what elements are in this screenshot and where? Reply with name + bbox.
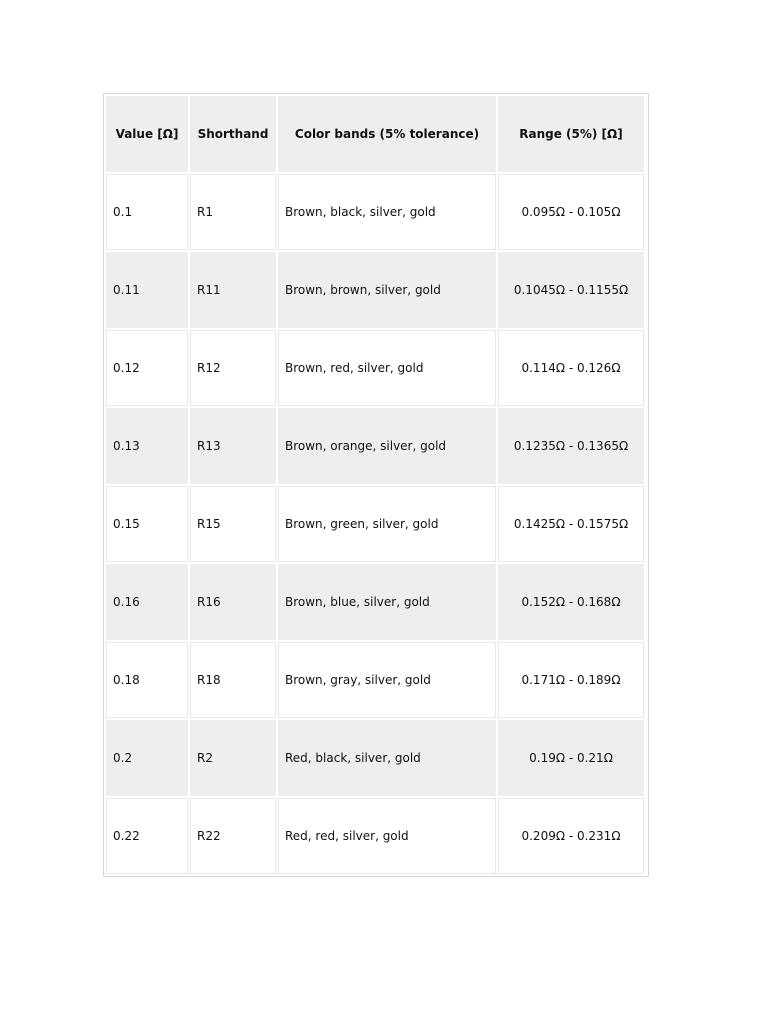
cell-color-bands: Red, black, silver, gold: [278, 720, 496, 796]
cell-shorthand: R11: [190, 252, 276, 328]
cell-color-bands: Red, red, silver, gold: [278, 798, 496, 874]
cell-shorthand: R12: [190, 330, 276, 406]
table-row: [106, 642, 644, 718]
cell-value: 0.12: [106, 330, 188, 406]
cell-color-bands: Brown, red, silver, gold: [278, 330, 496, 406]
header-color-bands: Color bands (5% tolerance): [278, 96, 496, 172]
header-value: Value [Ω]: [106, 96, 188, 172]
table-row: [106, 330, 644, 406]
resistor-table-container: [103, 93, 649, 877]
cell-range: 0.19Ω - 0.21Ω: [498, 720, 644, 796]
table-row: [106, 252, 644, 328]
cell-range: 0.209Ω - 0.231Ω: [498, 798, 644, 874]
cell-shorthand: R18: [190, 642, 276, 718]
table-row: [106, 564, 644, 640]
cell-range: 0.1045Ω - 0.1155Ω: [498, 252, 644, 328]
cell-range: 0.095Ω - 0.105Ω: [498, 174, 644, 250]
cell-color-bands: Brown, blue, silver, gold: [278, 564, 496, 640]
cell-value: 0.2: [106, 720, 188, 796]
cell-range: 0.152Ω - 0.168Ω: [498, 564, 644, 640]
cell-value: 0.13: [106, 408, 188, 484]
cell-range: 0.1235Ω - 0.1365Ω: [498, 408, 644, 484]
cell-color-bands: Brown, green, silver, gold: [278, 486, 496, 562]
cell-value: 0.11: [106, 252, 188, 328]
cell-range: 0.114Ω - 0.126Ω: [498, 330, 644, 406]
cell-value: 0.15: [106, 486, 188, 562]
cell-color-bands: Brown, black, silver, gold: [278, 174, 496, 250]
table-row: [106, 486, 644, 562]
table-row: [106, 720, 644, 796]
cell-shorthand: R1: [190, 174, 276, 250]
cell-value: 0.16: [106, 564, 188, 640]
cell-value: 0.18: [106, 642, 188, 718]
cell-value: 0.22: [106, 798, 188, 874]
cell-shorthand: R13: [190, 408, 276, 484]
table-row: [106, 798, 644, 874]
cell-range: 0.171Ω - 0.189Ω: [498, 642, 644, 718]
table-header: [106, 96, 644, 172]
cell-range: 0.1425Ω - 0.1575Ω: [498, 486, 644, 562]
header-row: [106, 96, 644, 172]
cell-shorthand: R16: [190, 564, 276, 640]
cell-shorthand: R15: [190, 486, 276, 562]
header-shorthand: Shorthand: [190, 96, 276, 172]
cell-color-bands: Brown, brown, silver, gold: [278, 252, 496, 328]
header-range: Range (5%) [Ω]: [498, 96, 644, 172]
table-body: [106, 174, 644, 874]
cell-color-bands: Brown, gray, silver, gold: [278, 642, 496, 718]
table-row: [106, 174, 644, 250]
resistor-values-table: [104, 94, 646, 876]
cell-value: 0.1: [106, 174, 188, 250]
table-row: [106, 408, 644, 484]
cell-color-bands: Brown, orange, silver, gold: [278, 408, 496, 484]
cell-shorthand: R2: [190, 720, 276, 796]
cell-shorthand: R22: [190, 798, 276, 874]
